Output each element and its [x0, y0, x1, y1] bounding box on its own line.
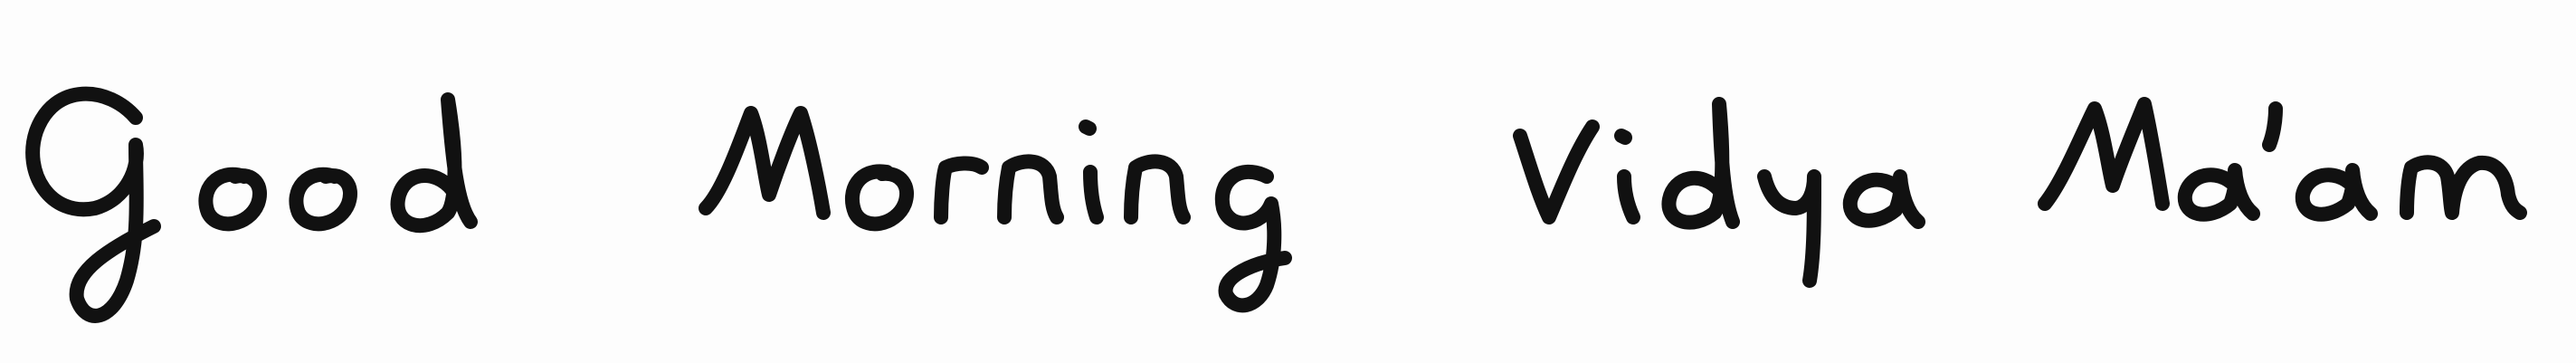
- stroke-n2: [1131, 161, 1183, 217]
- stroke-a2: [2185, 170, 2253, 215]
- stroke-d: [398, 100, 471, 225]
- stroke-g: [1222, 172, 1285, 305]
- stroke-a: [1850, 177, 1918, 222]
- stroke-g-capital: [33, 94, 154, 316]
- stroke-o-m: [852, 171, 907, 224]
- stroke-r: [941, 163, 982, 217]
- stroke-V: [1520, 127, 1592, 217]
- stroke-o-1: [205, 175, 260, 224]
- stroke-M2: [2045, 104, 2163, 204]
- stroke-i-v-dot: [1621, 136, 1625, 138]
- stroke-i-v: [1624, 177, 1633, 217]
- stroke-i: [1090, 172, 1097, 217]
- stroke-a3: [2303, 170, 2371, 215]
- stroke-m: [2407, 162, 2520, 213]
- stroke-apostrophe: [2269, 109, 2276, 145]
- stroke-y: [1764, 177, 1814, 281]
- ink-group: [33, 94, 2520, 316]
- stroke-i-dot: [1086, 127, 1089, 129]
- stroke-n: [1004, 161, 1057, 217]
- stroke-o-2: [296, 175, 350, 224]
- stroke-M: [706, 113, 823, 213]
- stroke-d-v: [1668, 104, 1733, 223]
